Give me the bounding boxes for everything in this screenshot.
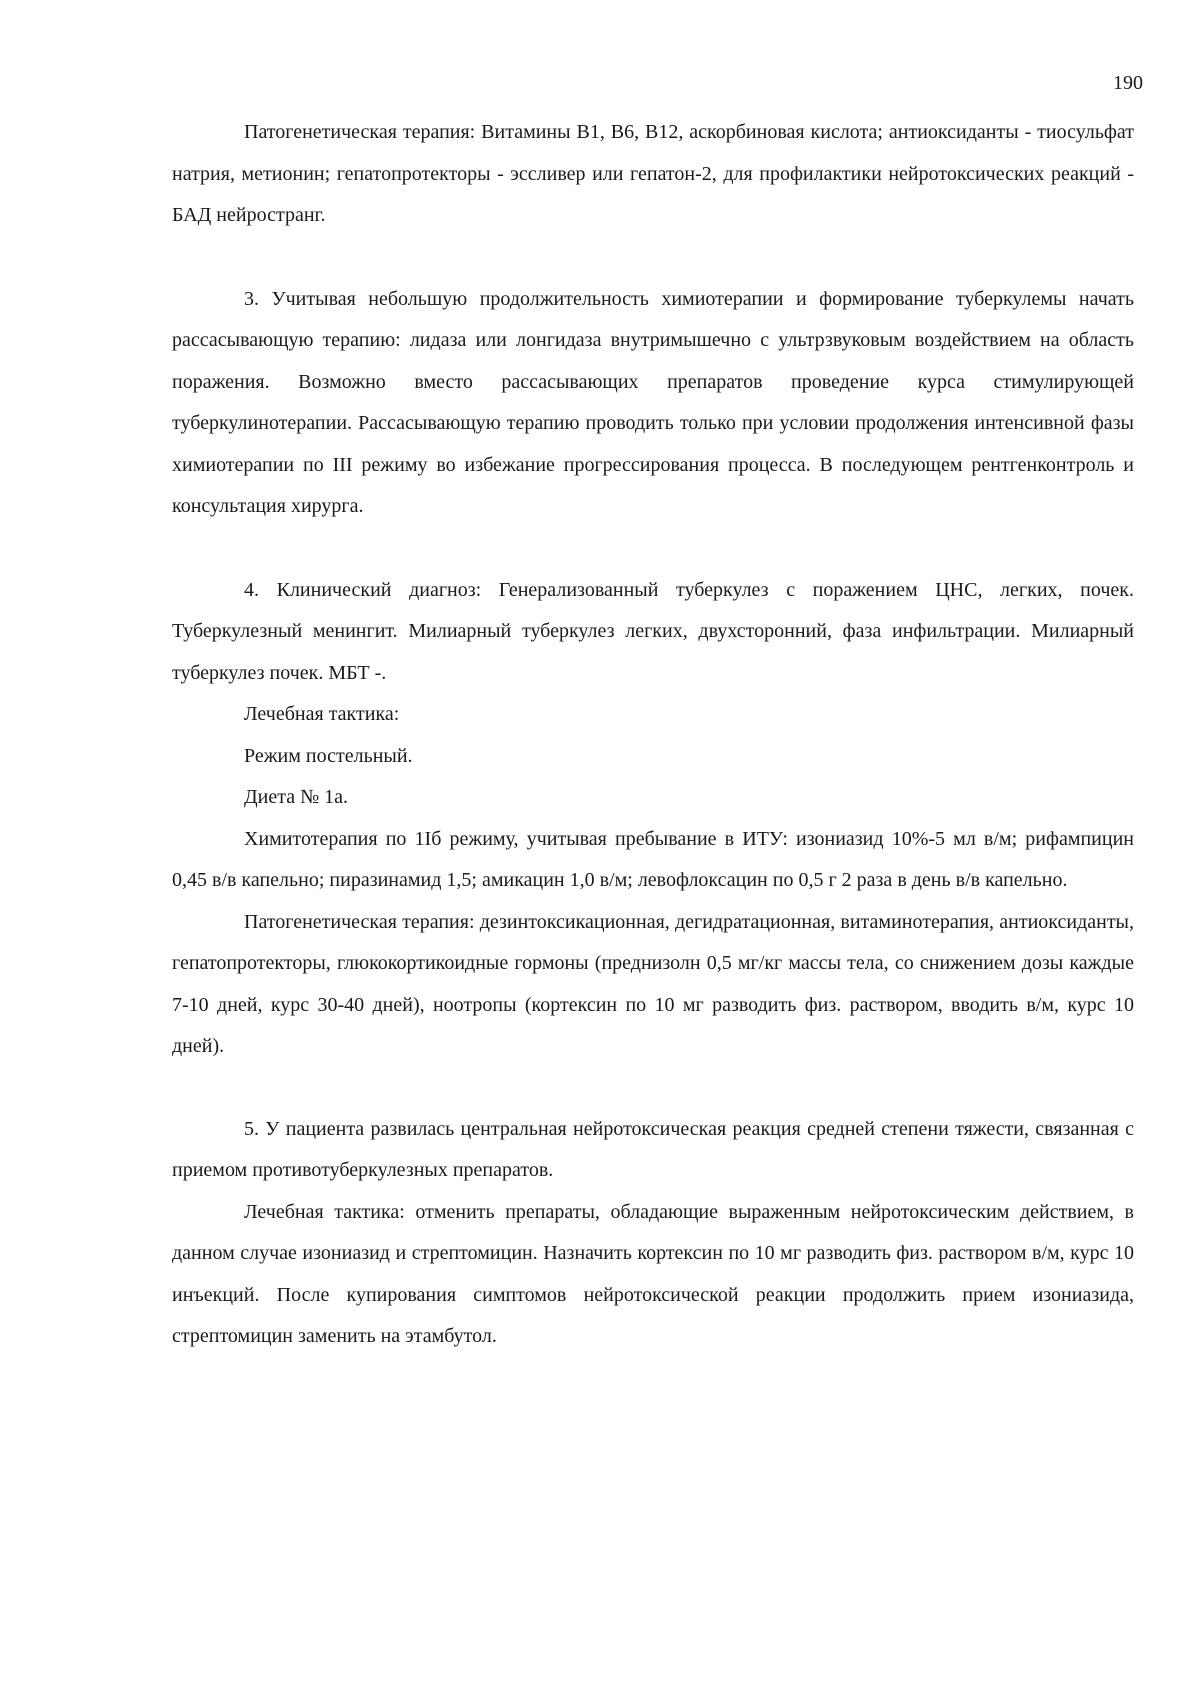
paragraph-item-5: 5. У пациента развилась центральная нейротоксическая реакция средней степени тяжести, связанная с приемом противотуберкулезных препаратов. <box>172 1117 1134 1181</box>
paragraph-item-3: 3. Учитывая небольшую продолжительность химиотерапии и формирование туберкулемы начать рассасывающую терапию: лидаза или лонгидаза внутримышечно с ультрзвуковым воздействием на область поражения. Возможно вместо рассасывающих препаратов проведение курса стимулирующей туберкулинотерапии. Рассасывающую терапию проводить только при условии продолжения интенсивной фазы химиотерапии по III режиму во избежание прогрессирования процесса. В последующем рентгенконтроль и консультация хирурга. <box>172 287 1134 517</box>
paragraph-pathogenetic-therapy: Патогенетическая терапия: Витамины В1, В6, В12, аскорбиновая кислота; антиоксиданты - тиосульфат натрия, метионин; гепатопротекторы - эссливер или гепатон-2, для профилактики нейротоксических реакций - БАД нейространг. <box>172 121 1134 226</box>
page-number: 190 <box>1113 72 1143 94</box>
paragraph-item-4-diagnosis: 4. Клинический диагноз: Генерализованный туберкулез с поражением ЦНС, легких, почек. Туберкулезный менингит. Милиарный туберкулез легких, двухсторонний, фаза инфильтрации. Милиарный туберкулез почек. МБТ -. <box>172 578 1134 684</box>
paragraph-treatment-tactics-heading: Лечебная тактика: <box>244 703 400 725</box>
paragraph-diet: Диета № 1а. <box>244 786 349 808</box>
paragraph-pathogenetic-therapy-2: Патогенетическая терапия: дезинтоксикационная, дегидратационная, витаминотерапия, антиоксиданты, гепатопротекторы, глюкокортикоидные гормоны (преднизолн 0,5 мг/кг массы тела, со снижением дозы каждые 7-10 дней, курс 30-40 дней), ноотропы (кортексин по 10 мг разводить физ. раствором, вводить в/м, курс 10 дней). <box>172 910 1134 1057</box>
paragraph-gap <box>172 1068 1134 1109</box>
paragraph-regime: Режим постельный. <box>244 744 413 767</box>
paragraph-treatment-tactics-2: Лечебная тактика: отменить препараты, обладающие выраженным нейротоксическим действием, в данном случае изониазид и стрептомицин. Назначить кортексин по 10 мг разводить физ. раствором в/м, курс 10 инъекций. После купирования симптомов нейротоксической реакции продолжить прием изониазида, стрептомицин заменить на этамбутол. <box>172 1200 1134 1347</box>
paragraph-chemotherapy: Химитотерапия по 1Iб режиму, учитывая пребывание в ИТУ: изониазид 10%-5 мл в/м; рифампицин 0,45 в/в капельно; пиразинамид 1,5; амикацин 1,0 в/м; левофлоксацин по 0,5 г 2 раза в день в/в капельно. <box>172 827 1134 891</box>
paragraph-gap <box>172 528 1134 570</box>
paragraph-gap <box>172 237 1134 279</box>
document-body <box>172 112 1134 1358</box>
